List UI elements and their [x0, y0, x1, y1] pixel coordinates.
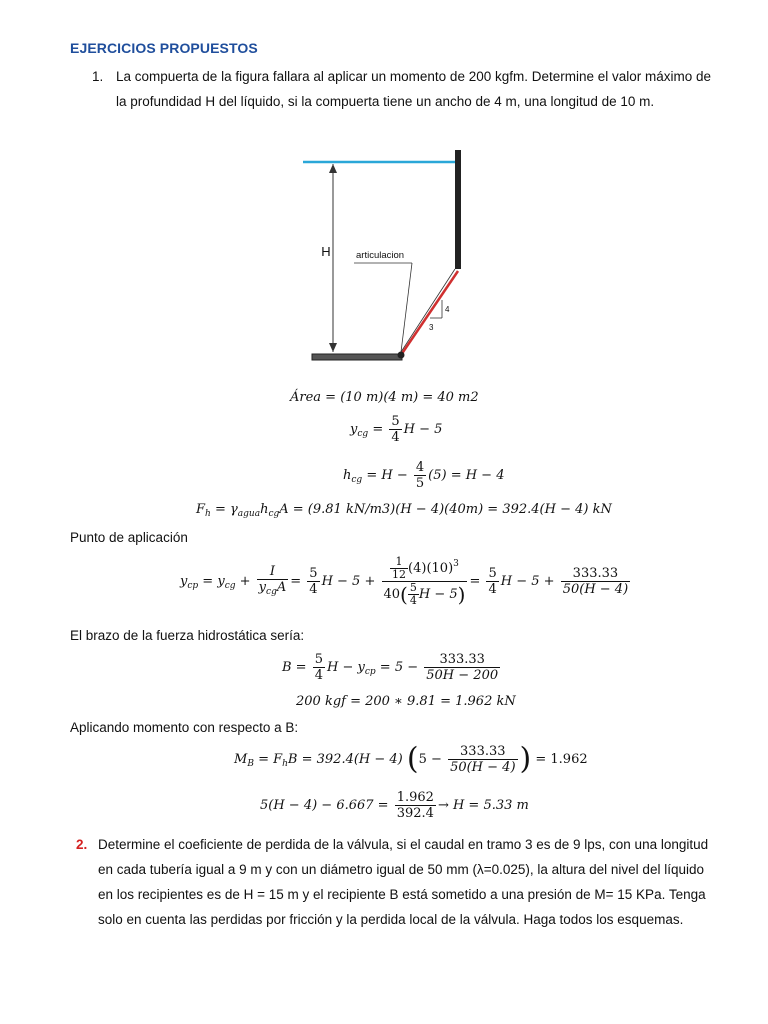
- label-brazo: El brazo de la fuerza hidrostática sería:: [70, 628, 305, 643]
- equation-area: Área = (10 m)(4 m) = 40 m2: [290, 390, 479, 405]
- section-heading: EJERCICIOS PROPUESTOS: [70, 40, 258, 56]
- equation-ycp: $y_{cp} = y_{cg}$ + $\frac{I}{y_{cg}A}$ = $\frac{5}{4}$ H − 5 + $\frac{1}{12}$ $(4)(10)^3$ 40( $\frac{5}{4}$ H − 5) = $\frac{5}{4}$ H − 5 + $\frac{333.33}{50(H - 4)}$: [180, 555, 629, 607]
- problem-2-line-3: en los recipientes es de H = 15 m y el recipiente B está sometido a una presión de M= 15 KPa. Tenga: [98, 887, 706, 902]
- equation-b: B = $\frac{5}{4}$ $H - y_{cp} = 5$ − $\frac{333.33}{50H - 200}$: [282, 652, 499, 683]
- equation-mb: $M_B = F_hB = 392.4(H - 4) (5$ − $\frac{333.33}{50(H - 4)}$ ) = 1.962: [234, 741, 588, 777]
- equation-final: 5(H − 4) − 6.667 = $\frac{1.962}{392.4}$ → H = 5.33 m: [260, 790, 529, 821]
- label-h: H: [321, 244, 331, 259]
- equation-kgf: 200 kgf = 200 ∗ 9.81 = 1.962 kN: [296, 694, 516, 709]
- problem-1-text: [116, 64, 736, 114]
- label-aplicando: Aplicando momento con respecto a B:: [70, 720, 299, 735]
- label-hinge: articulacion: [356, 250, 405, 261]
- problem-1-number: 1.: [92, 69, 104, 84]
- equation-ycg: $y_{cg}$ = $\frac{5}{4}$ H − 5: [350, 414, 443, 445]
- label-slope-3: 3: [429, 323, 434, 332]
- right-wall: [455, 150, 461, 269]
- equation-hcg: $h_{cg} = H$ − $\frac{4}{5}$ (5) = H − 4: [343, 460, 505, 491]
- problem-2-line-2: en cada tubería igual a 9 m y con un diámetro igual de 50 mm (λ=0.025), la altura del nivel del líquido: [98, 862, 704, 877]
- label-punto-aplicacion: Punto de aplicación: [70, 530, 188, 545]
- equation-fh: $F_h = \gamma_{agua}h_{cg}A = (9.81$ kN/m3)(H − 4)(40m) = 392.4(H − 4) kN: [196, 502, 612, 519]
- bottom-base: [312, 354, 402, 360]
- hinge-point: [398, 352, 405, 359]
- h-arrow-bottom: [329, 343, 337, 352]
- problem-2-text: [98, 832, 738, 932]
- gate-figure: [290, 140, 480, 380]
- problem-2-number: 2.: [76, 837, 88, 852]
- problem-2-line-4: solo en cuenta las perdidas por fricción y la perdida local de la válvula. Haga todos los esquemas.: [98, 912, 684, 927]
- problem-2-line-1: Determine el coeficiente de perdida de la válvula, si el caudal en tramo 3 es de 9 lps, con una longitud: [98, 837, 709, 852]
- problem-1-line-1: La compuerta de la figura fallara al aplicar un momento de 200 kgfm. Determine el valor máximo de: [116, 69, 712, 84]
- leader-line-1: [401, 263, 412, 352]
- h-arrow-top: [329, 164, 337, 173]
- label-slope-4: 4: [445, 305, 450, 314]
- problem-1-line-2: la profundidad H del líquido, si la compuerta tiene un ancho de 4 m, una longitud de 10 m.: [116, 94, 655, 109]
